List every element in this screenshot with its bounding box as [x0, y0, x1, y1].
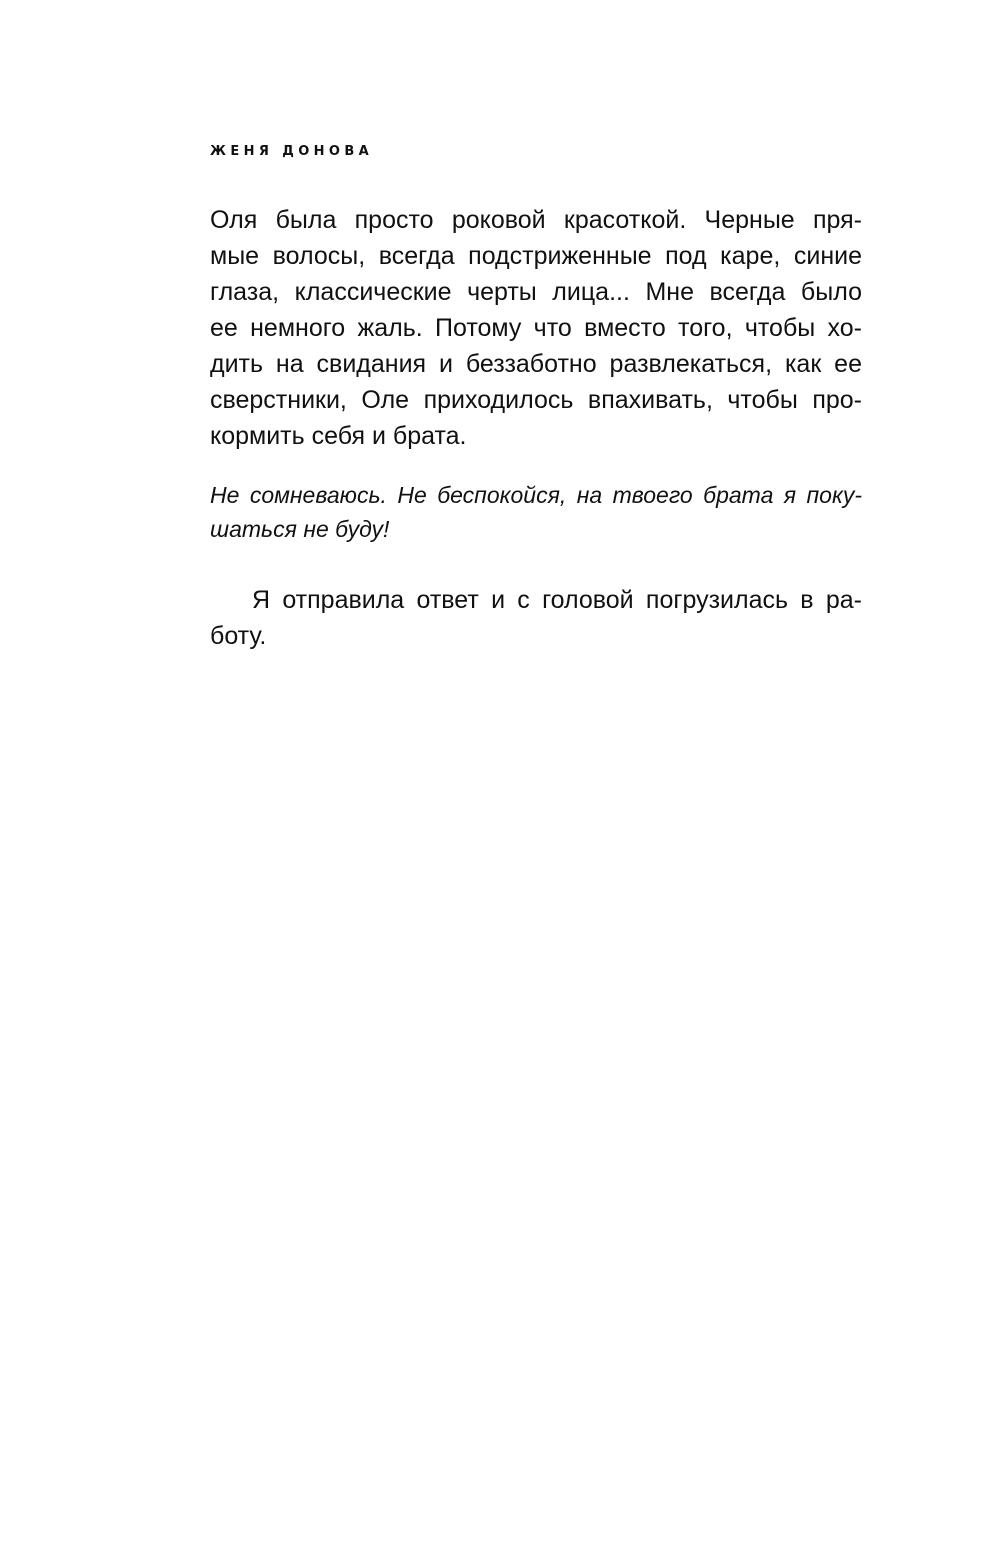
text-line: шаться не буду!: [210, 516, 390, 542]
running-head-author: ЖЕНЯ ДОНОВА: [210, 144, 374, 159]
text-line: боту.: [210, 622, 267, 650]
text-line: сверстники, Оле приходилось впахивать, чтобы про-: [210, 386, 862, 414]
paragraph-olya-description: [210, 202, 862, 454]
text-line: кормить себя и брата.: [210, 422, 467, 450]
text-line: Не сомневаюсь. Не беспокойся, на твоего брата я поку-: [210, 482, 862, 508]
text-line: Оля была просто роковой красоткой. Черные пря-: [210, 206, 862, 234]
text-line: Я отправила ответ и с головой погрузилась в ра-: [252, 586, 862, 614]
paragraph-message-italic: [210, 478, 862, 546]
text-line: ее немного жаль. Потому что вместо того, чтобы хо-: [210, 314, 862, 342]
text-line: дить на свидания и беззаботно развлекаться, как ее: [210, 350, 862, 378]
text-line: мые волосы, всегда подстриженные под каре, синие: [210, 242, 862, 270]
text-line: глаза, классические черты лица... Мне всегда было: [210, 278, 862, 306]
paragraph-reply-sent: [210, 582, 862, 654]
